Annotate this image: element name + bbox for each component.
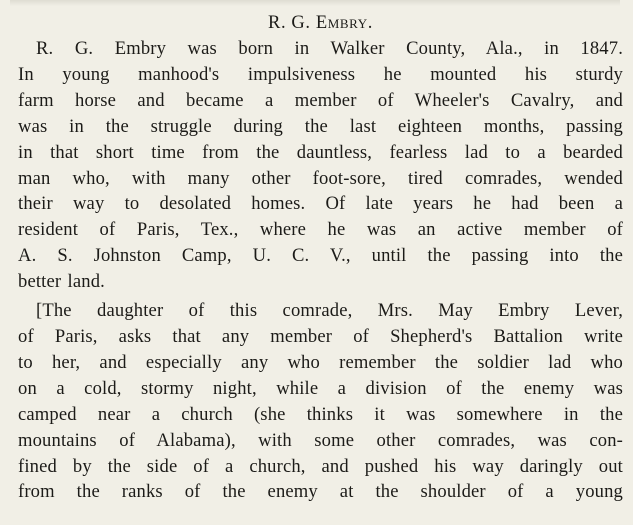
text-line: man who, with many other foot-sore, tired comrades, wended (18, 167, 623, 189)
paragraph-biography (18, 36, 623, 295)
text-line: camped near a church (she thinks it was somewhere in the (18, 403, 623, 425)
text-line: their way to desolated homes. Of late years he had been a (18, 193, 623, 215)
text-line: to her, and especially any who remember the soldier lad who (18, 351, 623, 373)
text-line: from the ranks of the enemy at the shoulder of a young (18, 481, 623, 503)
text-line: in that short time from the dauntless, fearless lad to a bearded (18, 141, 623, 163)
text-line: [The daughter of this comrade, Mrs. May Embry Lever, (36, 300, 623, 322)
text-line: of Paris, asks that any member of Shepherd's Battalion write (18, 325, 623, 347)
text-line: A. S. Johnston Camp, U. C. V., until the passing into the (18, 245, 623, 267)
text-line: was in the struggle during the last eighteen months, passing (18, 115, 623, 137)
text-line: resident of Paris, Tex., where he was an active member of (18, 219, 623, 241)
heading-initials: R. G. (268, 13, 311, 33)
text-line: In young manhood's impulsiveness he mounted his sturdy (18, 63, 623, 85)
text-line: farm horse and became a member of Wheeler's Cavalry, and (18, 89, 623, 111)
text-line: R. G. Embry was born in Walker County, Ala., in 1847. (36, 38, 623, 59)
text-line: mountains of Alabama), with some other comrades, was con- (18, 429, 623, 451)
heading-surname: Embry. (315, 13, 373, 33)
text-line: better land. (18, 271, 105, 293)
text-line: on a cold, stormy night, while a division of the enemy was (18, 377, 623, 399)
paragraph-request (18, 298, 623, 505)
bleed-through-line (10, 0, 620, 6)
text-line: fined by the side of a church, and pushed his way daringly out (18, 455, 623, 477)
